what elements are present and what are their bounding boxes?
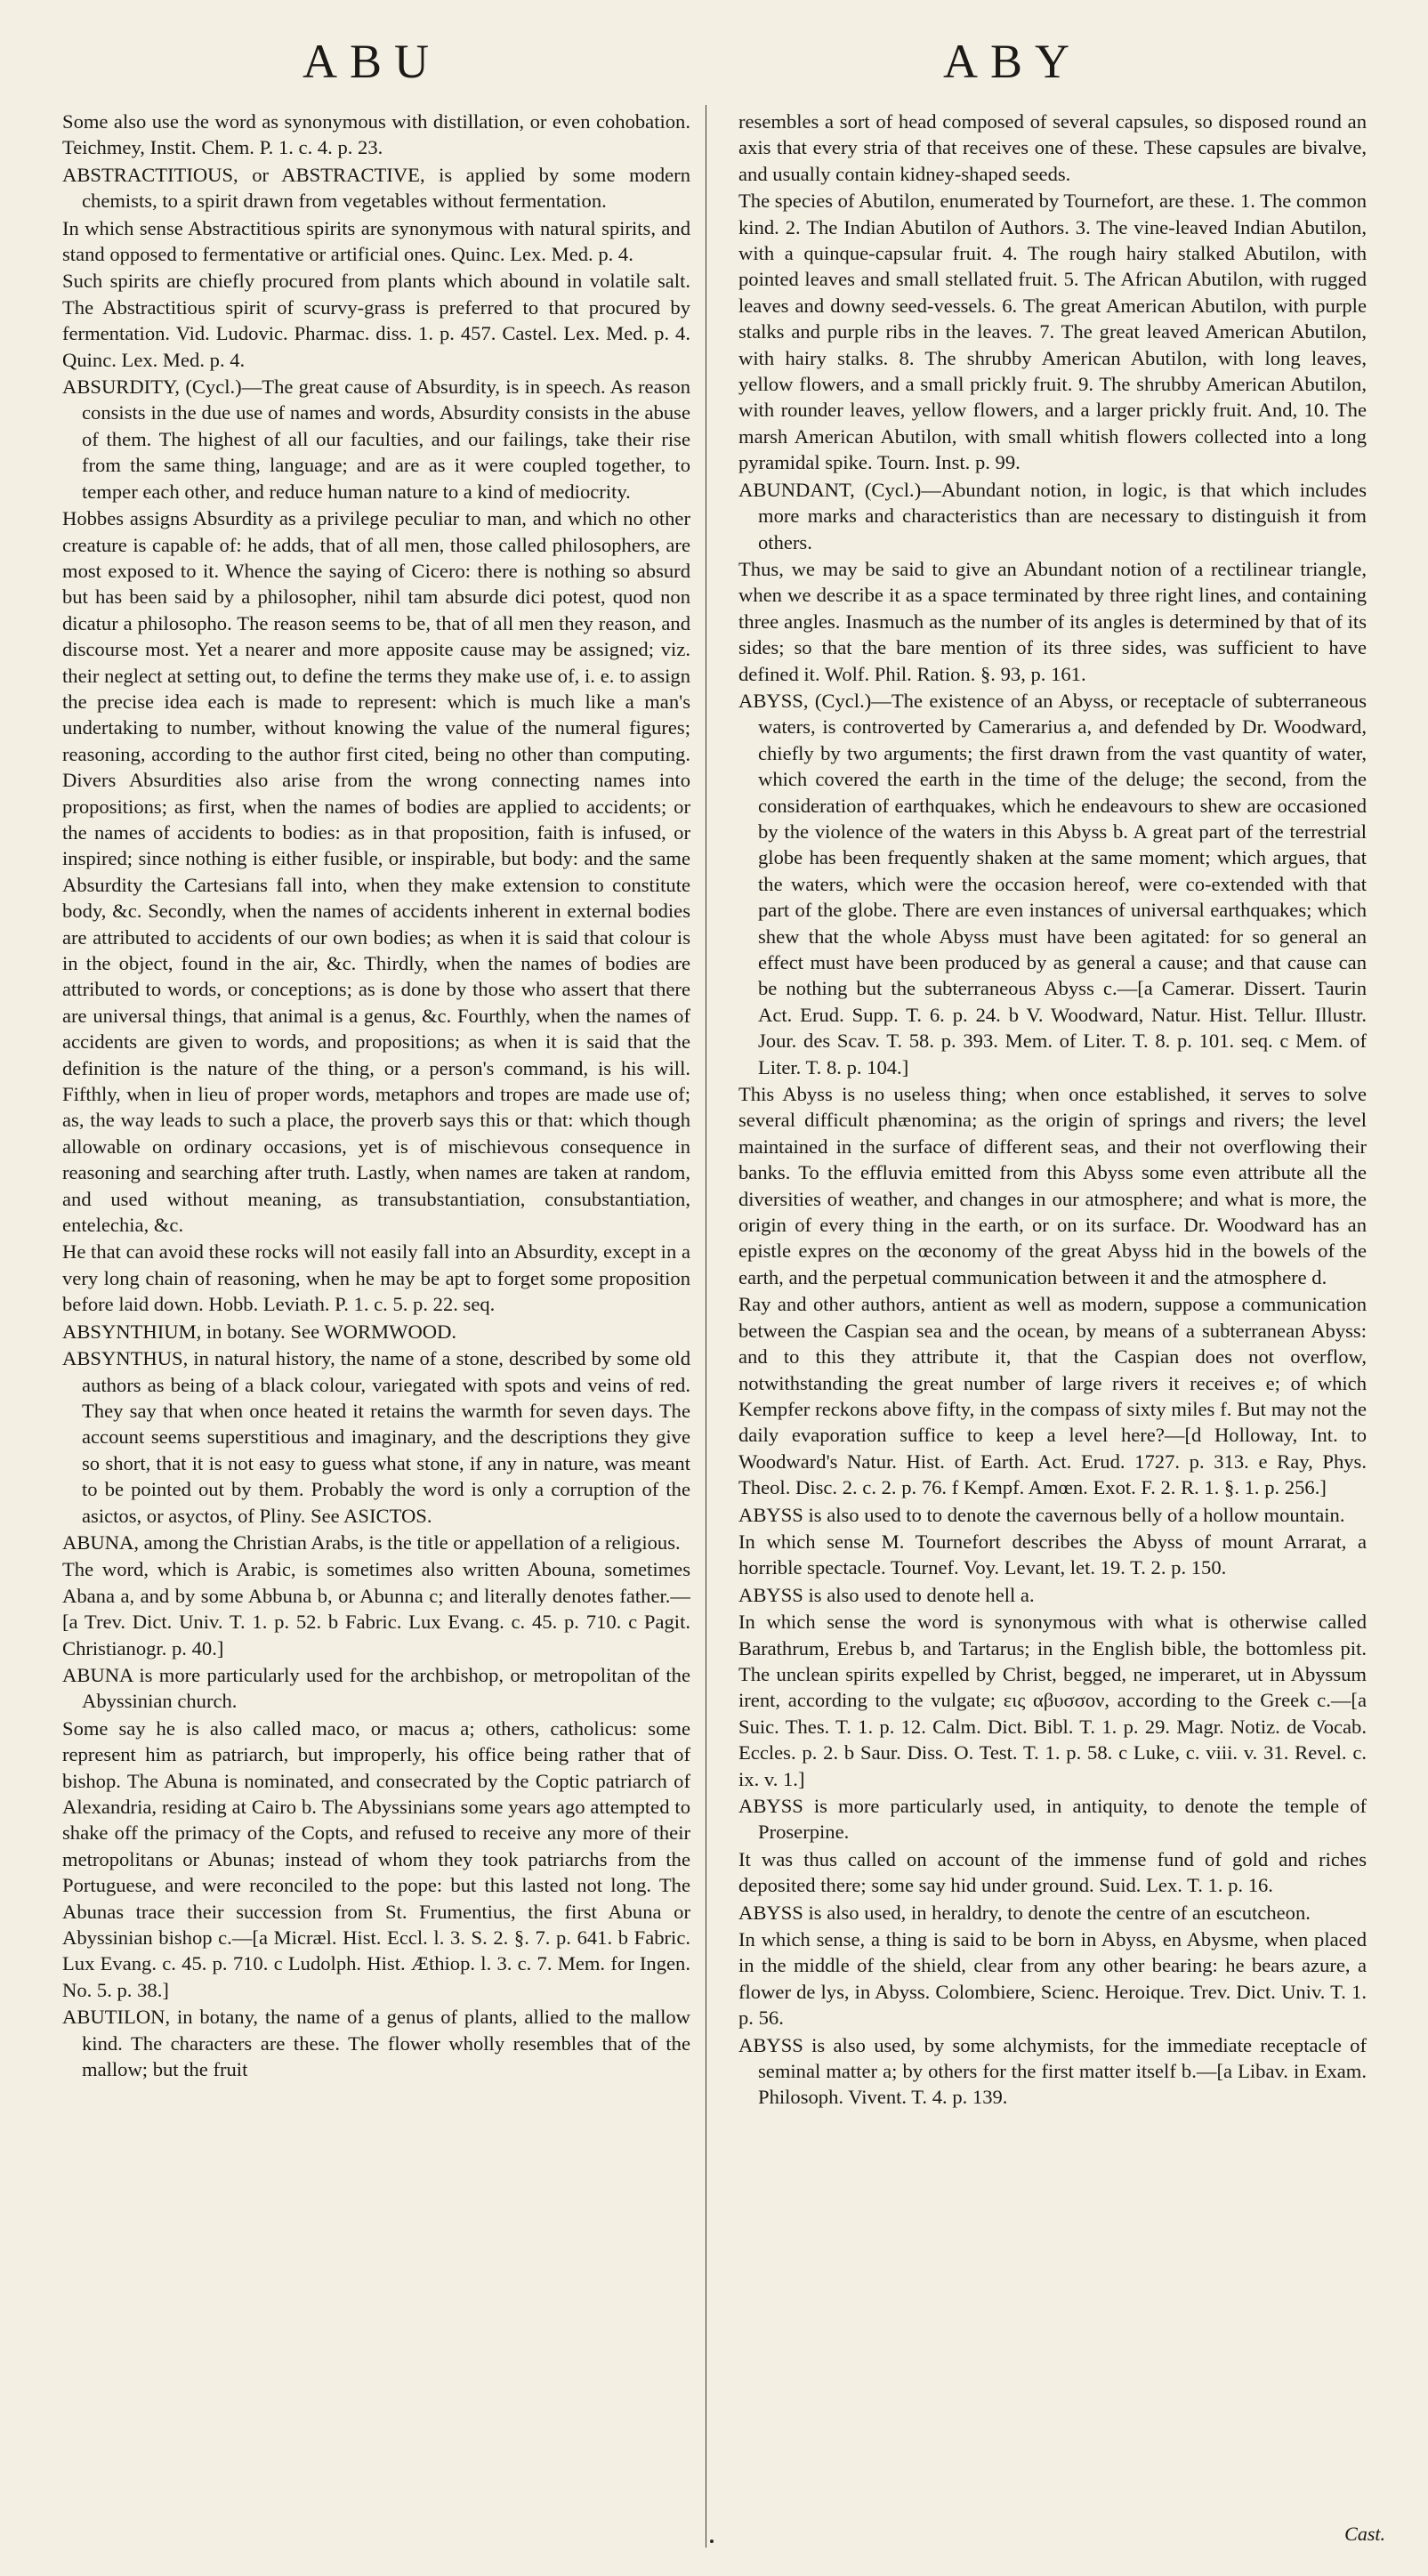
page-header <box>0 25 1428 96</box>
entry-absurdity: ABSURDITY, (Cycl.)—The great cause of Absurdity, is in speech. As reason consists in the due use of names and words, Absurdity consists in the abuse of them. The highest of all our faculties, and our failings, take their rise from the same thing, language; and are as it were coupled together, to temper each other, and reduce human nature to a kind of mediocrity. <box>62 375 690 503</box>
paragraph: Hobbes assigns Absurdity as a privilege peculiar to man, and which no other creature is capable of: he adds, that of all men, those called philosophers, are most exposed to it. Whence the saying of Cicero: there is nothing so absurd but has been said by a philosopher, nihil tam absurde dici potest, quod non dicatur a philosopho. The reason seems to be, that of all men they reason, and discourse most. Yet a nearer and more apposite cause may be assigned; viz. their neglect at setting out, to define the terms they make use of, i. e. to assign the precise idea each is made to represent: which is much like a man's undertaking to number, without knowing the value of the numeral figures; reasoning, according to the author first cited, being no other than computing. Divers Absurdities also arise from the wrong connecting names into propositions; as first, when the names of bodies are applied to accidents; or the names of accidents to bodies: as in that proposition, faith is infused, or inspired; since nothing is either fusible, or inspirable, but body: and the same Absurdity the Cartesians fall into, when they make extension to constitute body, &c. Secondly, when the names of accidents inherent in external bodies are attributed to accidents of our own bodies; as when it is said that colour is in the object, found in the air, &c. Thirdly, when the names of bodies are attributed to words, or conceptions; as is done by those who assert that there are universal things, that animal is a genus, &c. Fourthly, when the names of accidents are given to words, and propositions; as when it is said that the definition is the nature of the thing, or a person's command, is his will. Fifthly, when in lieu of proper words, metaphors and tropes are made use of; as, the way leads to such a place, the proverb says this or that: which though allowable on ordinary occasions, yet is of mischievous consequence in reasoning and searching after truth. Lastly, when names are taken at random, and used without meaning, as transubstantiation, consubstantiation, entelechia, &c. <box>62 507 690 1237</box>
paragraph: The word, which is Arabic, is sometimes also written Abouna, sometimes Abana a, and by some Abbuna b, or Abunna c; and literally denotes father.—[a Trev. Dict. Univ. T. 1. p. 52. b Fabric. Lux Evang. c. 45. p. 710. c Pagit. Christianogr. p. 40.] <box>62 1558 690 1659</box>
left-column <box>62 109 690 2511</box>
entry-abutilon: ABUTILON, in botany, the name of a genus of plants, allied to the mallow kind. The characters are these. The flower wholly resembles that of the mallow; but the fruit <box>62 2006 690 2081</box>
catchword: Cast. <box>1344 2523 1385 2545</box>
paragraph: This Abyss is no useless thing; when once established, it serves to solve several difficult phænomina; as the origin of springs and rivers; the level maintained in the surface of different seas, and their not overflowing their banks. To the effluvia emitted from this Abyss some even attribute all the diversities of weather, and changes in our atmosphere; and what is more, the origin of every thing in the earth, or on its surface. Dr. Woodward has an epistle expres on the œconomy of the great Abyss hid in the bowels of the earth, and the perpetual communication between it and the atmosphere d. <box>738 1083 1367 1288</box>
paragraph: In which sense the word is synonymous with what is otherwise called Barathrum, Erebus b, and Tartarus; in the English bible, the bottomless pit. The unclean spirits expelled by Christ, begged, ne imperaret, ut in Abyssum irent, according to the vulgate; εις αβυσσον, according to the Greek c.—[a Suic. Thes. T. 1. p. 12. Calm. Dict. Bibl. T. 1. p. 29. Magr. Notiz. de Vocab. Eccles. p. 2. b Saur. Diss. O. Test. T. 1. p. 58. c Luke, c. viii. v. 31. Revel. c. ix. v. 1.] <box>738 1611 1367 1790</box>
entry-absynthus: ABSYNTHUS, in natural history, the name of a stone, described by some old authors as being of a black colour, variegated with spots and veins of red. They say that when once heated it retains the warmth for seven days. The account seems superstitious and imaginary, and the descriptions they give so short, that it is not easy to guess what stone, if any in nature, was meant to be pointed out by them. Probably the word is only a corruption of the asictos, or asyctos, of Pliny. See ASICTOS. <box>62 1347 690 1527</box>
entry-abuna: ABUNA, among the Christian Arabs, is the title or appellation of a religious. <box>62 1530 681 1554</box>
page-dot <box>710 2540 714 2543</box>
paragraph: Ray and other authors, antient as well as modern, suppose a communication between the Caspian sea and the ocean, by means of a subterranean Abyss: and to this they attribute it, that the Caspian does not overflow, notwithstanding the great number of large rivers it receives e; of which Kempfer reckons above fifty, in the compass of sixty miles f. But may not the daily evaporation suffice to keep a level here?—[d Holloway, Int. to Woodward's Natur. Hist. of Earth. Act. Erud. 1727. p. 313. e Ray, Phys. Theol. Disc. 2. c. 2. p. 76. f Kempf. Amœn. Exot. F. 2. R. 1. §. 1. p. 256.] <box>738 1293 1367 1499</box>
paragraph: It was thus called on account of the immense fund of gold and riches deposited there; some say hid under ground. Suid. Lex. T. 1. p. 16. <box>738 1847 1367 1897</box>
entry-absynthium: ABSYNTHIUM, in botany. See WORMWOOD. <box>62 1320 457 1343</box>
right-column <box>738 109 1367 2511</box>
entry-abstractitious: ABSTRACTITIOUS, or ABSTRACTIVE, is applied by some modern chemists, to a spirit drawn from vegetables without fermentation. <box>62 163 690 213</box>
paragraph: Such spirits are chiefly procured from plants which abound in volatile salt. The Abstractitious spirit of scurvy-grass is preferred to that procured by fermentation. Vid. Ludovic. Pharmac. diss. 1. p. 457. Castel. Lex. Med. p. 4. Quinc. Lex. Med. p. 4. <box>62 270 690 371</box>
entry-abyss-heraldry: ABYSS is also used, in heraldry, to denote the centre of an escutcheon. <box>738 1901 1311 1924</box>
entry-abyss-hell: ABYSS is also used to denote hell a. <box>738 1583 1035 1606</box>
paragraph: Some also use the word as synonymous with distillation, or even cohobation. Teichmey, Instit. Chem. P. 1. c. 4. p. 23. <box>62 110 690 159</box>
entry-abundant: ABUNDANT, (Cycl.)—Abundant notion, in logic, is that which includes more marks and characteristics than are necessary to distinguish it from others. <box>738 478 1367 553</box>
entry-abyss-alchymy: ABYSS is also used, by some alchymists, for the immediate receptacle of seminal matter a; by others for the first matter itself b.—[a Libav. in Exam. Philosoph. Vivent. T. 4. p. 139. <box>738 2033 1367 2109</box>
paragraph: resembles a sort of head composed of several capsules, so disposed round an axis that every stria of that receives one of these. These capsules are bivalve, and usually contain kidney-shaped seeds. <box>738 110 1367 185</box>
entry-abyss-mountain: ABYSS is also used to to denote the cavernous belly of a hollow mountain. <box>738 1503 1345 1526</box>
running-head-right: ABY <box>943 35 1083 88</box>
paragraph: In which sense Abstractitious spirits are synonymous with natural spirits, and stand opposed to fermentative or artificial ones. Quinc. Lex. Med. p. 4. <box>62 216 690 266</box>
paragraph: In which sense, a thing is said to be born in Abyss, en Abysme, when placed in the middle of the shield, clear from any other bearing: he bears azure, a flower de lys, in Abyss. Colombiere, Scienc. Heroique. Trev. Dict. Univ. T. 1. p. 56. <box>738 1928 1367 2030</box>
paragraph: Thus, we may be said to give an Abundant notion of a rectilinear triangle, when we describe it as a space terminated by three right lines, and containing three angles. Inasmuch as the number of its angles is determined by that of its sides; so that the bare mention of its three sides, was sufficient to have defined it. Wolf. Phil. Ration. §. 93, p. 161. <box>738 557 1367 685</box>
paragraph: He that can avoid these rocks will not easily fall into an Absurdity, except in a very long chain of reasoning, when he may be apt to forget some proposition before laid down. Hobb. Leviath. P. 1. c. 5. p. 22. seq. <box>62 1240 690 1316</box>
running-head-left: ABU <box>303 35 442 88</box>
paragraph: The species of Abutilon, enumerated by Tournefort, are these. 1. The common kind. 2. The Indian Abutilon of Authors. 3. The vine-leaved Indian Abutilon, with a quinque-capsular fruit. 4. The rough hairy stalked Abutilon, with pointed leaves and small stellated fruit. 5. The African Abutilon, with rugged leaves and downy seed-vessels. 6. The great American Abutilon, with purple stalks and purple ribs in the leaves. 7. The great leaved American Abutilon, with hairy stalks. 8. The shrubby American Abutilon, with long leaves, yellow flowers, and a small prickly fruit. 9. The shrubby American Abutilon, with rounder leaves, yellow flowers, and a larger prickly fruit. And, 10. The marsh American Abutilon, with small whitish flowers collected into a long pyramidal spike. Tourn. Inst. p. 99. <box>738 190 1367 474</box>
paragraph: In which sense M. Tournefort describes the Abyss of mount Arrarat, a horrible spectacle. Tournef. Voy. Levant, let. 19. T. 2. p. 150. <box>738 1530 1367 1579</box>
entry-abyss: ABYSS, (Cycl.)—The existence of an Abyss, or receptacle of subterraneous waters, is controverted by Camerarius a, and defended by Dr. Woodward, chiefly by two arguments; the first drawn from the vast quantity of water, which covered the earth in the time of the deluge; the second, from the consideration of earthquakes, which he endeavours to shew are occasioned by the violence of the waters in this Abyss b. A great part of the terrestrial globe has been frequently shaken at the same moment; which argues, that the waters, which were the occasion hereof, were co-extended with that part of the globe. There are even instances of universal earthquakes; which shew that the whole Abyss must have been agitated: for so general an effect must have been produced by as general a cause; and that cause can be nothing but the subterraneous Abyss c.—[a Camerar. Dissert. Taurin Act. Erud. Supp. T. 6. p. 24. b V. Woodward, Natur. Hist. Tellur. Illustr. Jour. des Scav. T. 58. p. 393. Mem. of Liter. T. 8. p. 101. seq. c Mem. of Liter. T. 8. p. 104.] <box>738 689 1367 1078</box>
entry-abuna-archbishop: ABUNA is more particularly used for the archbishop, or metropolitan of the Abyssinian church. <box>62 1663 690 1713</box>
entry-abyss-temple: ABYSS is more particularly used, in antiquity, to denote the temple of Proserpine. <box>738 1795 1367 1844</box>
paragraph: Some say he is also called maco, or macus a; others, catholicus: some represent him as patriarch, but improperly, his office being rather that of bishop. The Abuna is nominated, and consecrated by the Coptic patriarch of Alexandria, residing at Cairo b. The Abyssinians some years ago attempted to shake off the primacy of the Copts, and refused to receive any more of their metropolitans or Abunas; instead of whom they took patriarchs from the Portuguese, and were reconciled to the pope: but this lasted not long. The Abunas trace their succession from St. Frumentius, the first Abuna or Abyssinian bishop c.—[a Micræl. Hist. Eccl. l. 3. S. 2. §. 7. p. 641. b Fabric. Lux Evang. c. 45. p. 710. c Ludolph. Hist. Æthiop. l. 3. c. 7. Mem. for Ingen. No. 5. p. 38.] <box>62 1716 690 2001</box>
